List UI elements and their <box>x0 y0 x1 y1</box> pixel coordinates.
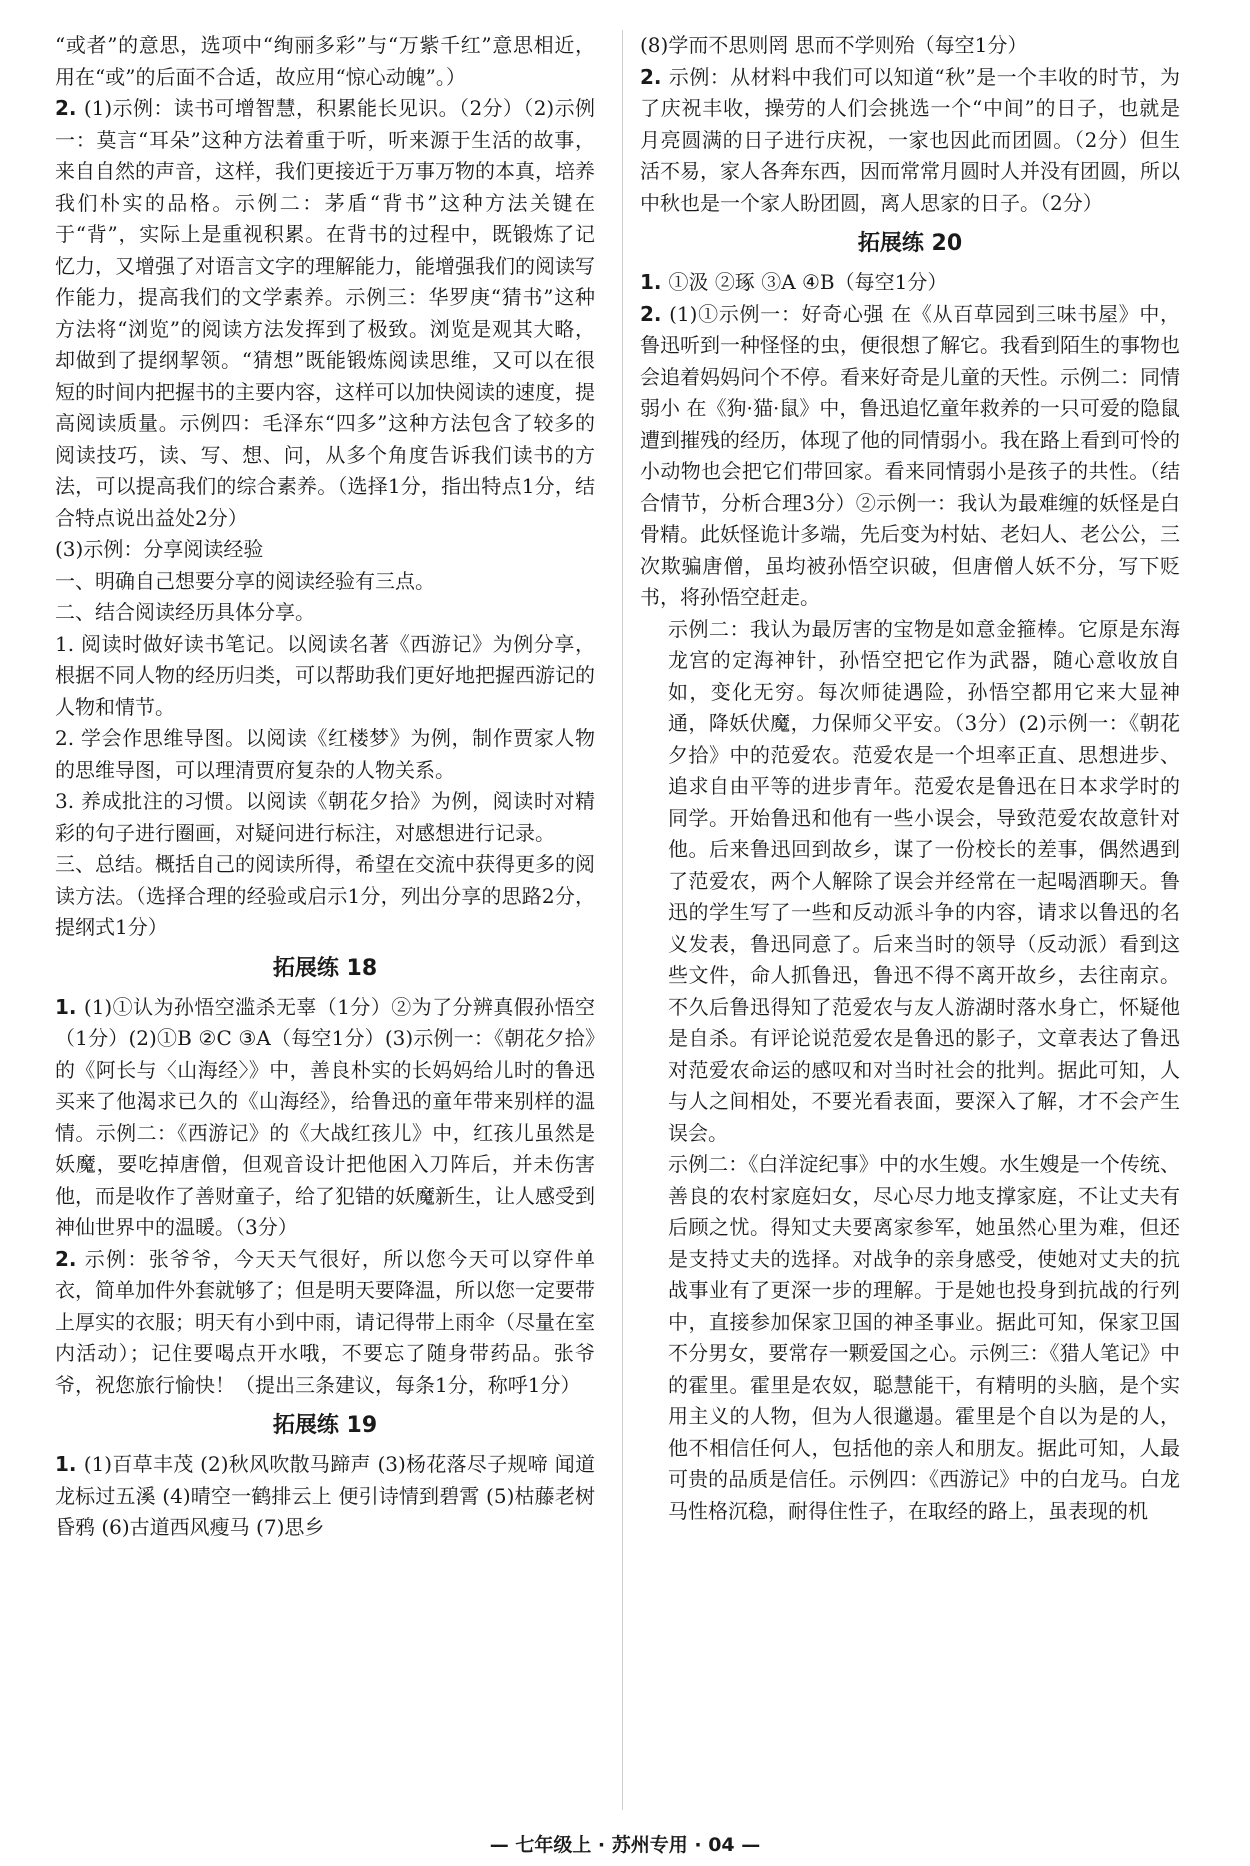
section-title: 拓展练 19 <box>272 1413 378 1438</box>
question-number: 2. <box>55 96 84 120</box>
question-number: 2. <box>640 301 670 326</box>
question-item <box>55 1244 595 1402</box>
question-number: 1. <box>640 270 669 294</box>
answer-paragraph: 三、总结。概括自己的阅读所得，希望在交流中获得更多的阅读方法。（选择合理的经验或启示1分，列出分享的思路2分，提纲式1分） <box>55 852 595 939</box>
question-answer-text: ①汲 ②琢 ③A ④B（每空1分） <box>668 270 948 294</box>
answer-paragraph: 3. 养成批注的习惯。以阅读《朝花夕拾》为例，阅读时对精彩的句子进行圈画，对疑问进行标注，对感想进行记录。 <box>55 789 595 845</box>
question-item <box>640 62 1180 220</box>
question-answer-text: (1)①示例一：好奇心强 在《从百草园到三味书屋》中，鲁迅听到一种怪怪的虫，便很想了解它。我看到陌生的事物也会追着妈妈问个不停。看来好奇是儿童的天性。示例二：同情弱小 在《狗·猫·鼠》中，鲁迅追忆童年救养的一只可爱的隐鼠遭到摧残的经历，体现了他的同情弱小。我在路上看到可怜的小动物也会把它们带回家。看来同情弱小是孩子的共性。（结合情节，分析合理3分）②示例一：我认为最难缠的妖怪是白骨精。此妖怪诡计多端，先后变为村姑、老妇人、老公公，三次欺骗唐僧，虽均被孙悟空识破，但唐僧人妖不分，写下贬书，将孙悟空赶走。 <box>640 301 1180 609</box>
left-column <box>55 30 595 1544</box>
question-number: 1. <box>55 1452 84 1476</box>
question-answer-text: 示例：张爷爷，今天天气很好，所以您今天可以穿件单衣，简单加件外套就够了；但是明天要降温，所以您一定要带上厚实的衣服；明天有小到中雨，请记得带上雨伞（尽量在室内活动）；记住要喝点开水哦，不要忘了随身带药品。张爷爷，祝您旅行愉快！（提出三条建议，每条1分，称呼1分） <box>55 1246 595 1397</box>
question-item <box>640 299 1180 614</box>
question-item <box>640 267 1180 299</box>
section-title: 拓展练 20 <box>857 231 963 256</box>
answer-paragraph: 1. 阅读时做好读书笔记。以阅读名著《西游记》为例分享，根据不同人物的经历归类，可以帮助我们更好地把握西游记的人物和情节。 <box>55 631 595 719</box>
question-answer-text: (1)示例：读书可增智慧，积累能长见识。（2分）（2)示例一：莫言“耳朵”这种方法着重于听，听来源于生活的故事，来自自然的声音，这样，我们更接近于万事万物的本真，培养我们朴实的品格。示例二：茅盾“背书”这种方法关键在于“背”，实际上是重视积累。在背书的过程中，既锻炼了记忆力，又增强了对语言文字的理解能力，能增强我们的阅读写作能力，提高我们的文学素养。示例三：华罗庚“猜书”这种方法将“浏览”的阅读方法发挥到了极致。浏览是观其大略，却做到了提纲挈领。“猜想”既能锻炼阅读思维，又可以在很短的时间内把握书的主要内容，这样可以加快阅读的速度，提高阅读质量。示例四：毛泽东“四多”这种方法包含了较多的阅读技巧，读、写、想、问，从多个角度告诉我们读书的方法，可以提高我们的综合素养。（选择1分，指出特点1分，结合特点说出益处2分） <box>55 96 595 530</box>
answer-paragraph: 二、结合阅读经历具体分享。 <box>55 600 315 624</box>
answer-paragraph: (3)示例：分享阅读经验 <box>55 537 264 561</box>
answer-paragraph: 2. 学会作思维导图。以阅读《红楼梦》为例，制作贾家人物的思维导图，可以理清贾府复杂的人物关系。 <box>55 726 595 782</box>
question-answer-text: 示例：从材料中我们可以知道“秋”是一个丰收的时节，为了庆祝丰收，操劳的人们会挑选一个“中间”的日子，也就是月亮圆满的日子进行庆祝，一家也因此而团圆。（2分）但生活不易，家人各奔东西，因而常常月圆时人并没有团圆，所以中秋也是一个家人盼团圆，离人思家的日子。（2分） <box>640 64 1180 215</box>
answer-paragraph: 示例二：《白洋淀纪事》中的水生嫂。水生嫂是一个传统、善良的农村家庭妇女，尽心尽力地支撑家庭，不让丈夫有后顾之忧。得知丈夫要离家参军，她虽然心里为难，但还是支持丈夫的选择。对战争的亲身感受，使她对丈夫的抗战事业有了更深一步的理解。于是她也投身到抗战的行列中，直接参加保家卫国的神圣事业。据此可知，保家卫国不分男女，要常存一颗爱国之心。示例三：《猎人笔记》中的霍里。霍里是农奴，聪慧能干，有精明的头脑，是个实用主义的人物，但为人很邋遢。霍里是个自以为是的人，他不相信任何人，包括他的亲人和朋友。据此可知，人最可贵的品质是信任。示例四：《西游记》中的白龙马。白龙马性格沉稳，耐得住性子，在取经的路上，虽表现的机 <box>668 1152 1180 1523</box>
page-footer: — 七年级上 · 苏州专用 · 04 — <box>489 1834 761 1856</box>
question-answer-text: (1)①认为孙悟空滥杀无辜（1分）②为了分辨真假孙悟空（1分）(2)①B ②C ③A（每空1分）(3)示例一：《朝花夕拾》的《阿长与〈山海经〉》中，善良朴实的长妈妈给儿时的鲁迅买来了他渴求已久的《山海经》，给鲁迅的童年带来别样的温情。示例二：《西游记》的《大战红孩儿》中，红孩儿虽然是妖魔，要吃掉唐僧，但观音设计把他困入刀阵后，并未伤害他，而是收作了善财童子，给了犯错的妖魔新生，让人感受到神仙世界中的温暖。（3分） <box>55 994 595 1239</box>
question-number: 2. <box>55 1246 85 1271</box>
answer-paragraph: 示例二：我认为最厉害的宝物是如意金箍棒。它原是东海龙宫的定海神针，孙悟空把它作为武器，随心意收放自如，变化无穷。每次师徒遇险，孙悟空都用它来大显神通，降妖伏魔，力保师父平安。（3分）(2)示例一：《朝花夕拾》中的范爱农。范爱农是一个坦率正直、思想进步、追求自由平等的进步青年。范爱农是鲁迅在日本求学时的同学。开始鲁迅和他有一些小误会，导致范爱农故意针对他。后来鲁迅回到故乡，谋了一份校长的差事，偶然遇到了范爱农，两个人解除了误会并经常在一起喝酒聊天。鲁迅的学生写了一些和反动派斗争的内容，请求以鲁迅的名义发表，鲁迅同意了。后来当时的领导（反动派）看到这些文件，命人抓鲁迅，鲁迅不得不离开故乡，去往南京。不久后鲁迅得知了范爱农与友人游湖时落水身亡，怀疑他是自杀。有评论说范爱农是鲁迅的影子，文章表达了鲁迅对范爱农命运的感叹和对当时社会的批判。据此可知，人与人之间相处，不要光看表面，要深入了解，才不会产生误会。 <box>668 616 1180 1145</box>
column-divider <box>622 30 623 1810</box>
answer-paragraph: (8)学而不思则罔 思而不学则殆（每空1分） <box>640 33 1028 57</box>
question-item <box>55 992 595 1244</box>
question-item <box>55 1449 595 1544</box>
answer-paragraph: 一、明确自己想要分享的阅读经验有三点。 <box>55 568 435 593</box>
right-column <box>640 30 1180 1527</box>
question-number: 1. <box>55 994 84 1019</box>
section-title: 拓展练 18 <box>272 955 378 981</box>
answer-paragraph: “或者”的意思，选项中“绚丽多彩”与“万紫千红”意思相近，用在“或”的后面不合适，故应用“惊心动魄”。） <box>55 33 595 89</box>
question-item <box>55 93 595 534</box>
question-number: 2. <box>640 64 669 89</box>
question-answer-text: (1)百草丰茂 (2)秋风吹散马蹄声 (3)杨花落尽子规啼 闻道龙标过五溪 (4)晴空一鹤排云上 便引诗情到碧霄 (5)枯藤老树昏鸦 (6)古道西风瘦马 (7)思乡 <box>55 1452 595 1539</box>
